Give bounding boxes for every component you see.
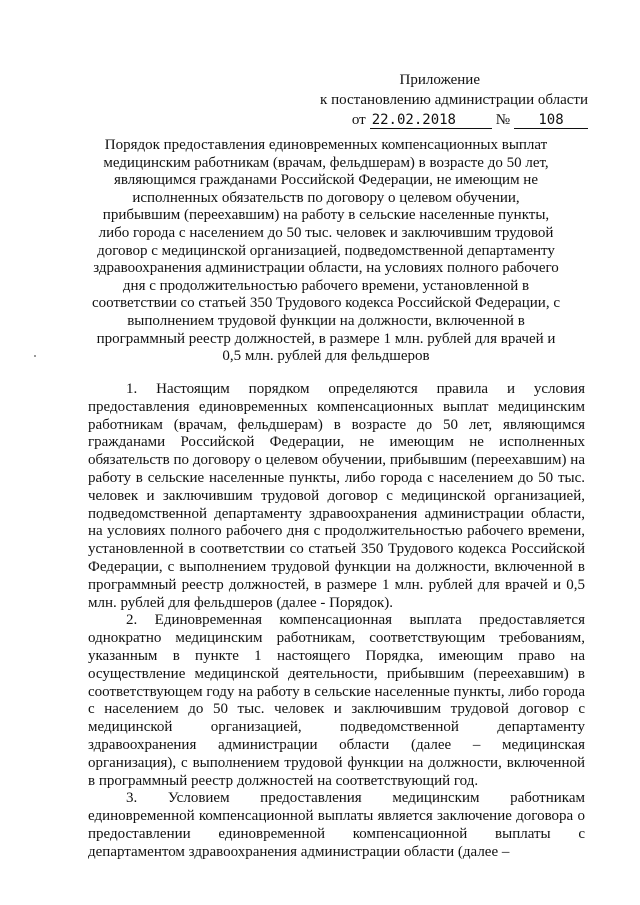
resolution-reference: к постановлению администрации области [320,92,588,108]
scan-artifact [34,355,36,357]
resolution-date: 22.02.2018 [370,112,492,129]
paragraph-1: 1. Настоящим порядком определяются правила и условия предоставления единовременных компенсационных выплат медицинским работникам (врачам, фельдшерам) в возрасте до 50 лет, являющимся гражданами Российской Федерации, не имеющим не исполненных обязательств по договору о целевом обучении, прибывшим (переехавшим) на работу в сельские населенные пункты, либо города с населением до 50 тыс. человек и заключившим трудовой договор с медицинской организацией, подведомственной департаменту здравоохранения администрации области, на условиях полного рабочего дня с продолжительностью рабочего времени, установленной в соответствии со статьей 350 Трудового кодекса Российской Федерации, с выполнением трудовой функции на должности, включенной в программный реестр должностей, в размере 1 млн. рублей для врачей и 0,5 млн. рублей для фельдшеров (далее - Порядок). [88,381,585,611]
number-label: № [495,112,510,128]
from-label: от [351,112,366,128]
document-title: Порядок предоставления единовременных компенсационных выплат медицинским работникам (врачам, фельдшерам) в возрасте до 50 лет, являющимся гражданами Российской Федерации, не имеющим не исполненных обязательств по договору о целевом обучении, прибывшим (переехавшим) на работу в сельские населенные пункты, либо города с населением до 50 тыс. человек и заключившим трудовой договор с медицинской организацией, подведомственной департаменту здравоохранения администрации области, на условиях полного рабочего дня с продолжительностью рабочего времени, установленной в соответствии со статьей 350 Трудового кодекса Российской Федерации, с выполнением трудовой функции на должности, включенной в программный реестр должностей, в размере 1 млн. рублей для врачей и 0,5 млн. рублей для фельдшеров [92,137,560,365]
resolution-number: 108 [514,112,588,129]
date-number-line [320,110,588,130]
document-body [88,381,585,862]
appendix-header [320,70,588,130]
paragraph-2: 2. Единовременная компенсационная выплата предоставляется однократно медицинским работникам, соответствующим требованиям, указанным в пункте 1 настоящего Порядка, имеющим право на осуществление медицинской деятельности, прибывшим (переехавшим) в соответствующем году на работу в сельские населенные пункты, либо города с населением до 50 тыс. человек и заключившим трудовой договор с медицинской организацией, подведомственной департаменту здравоохранения администрации области (далее – медицинская организация), с выполнением трудовой функции на должности, включенной в программный реестр должностей на соответствующий год. [88,612,585,789]
appendix-label: Приложение [399,72,480,88]
paragraph-3: 3. Условием предоставления медицинским работникам единовременной компенсационной выплаты является заключение договора о предоставлении единовременной компенсационной выплаты с департаментом здравоохранения администрации области (далее – [88,790,585,860]
